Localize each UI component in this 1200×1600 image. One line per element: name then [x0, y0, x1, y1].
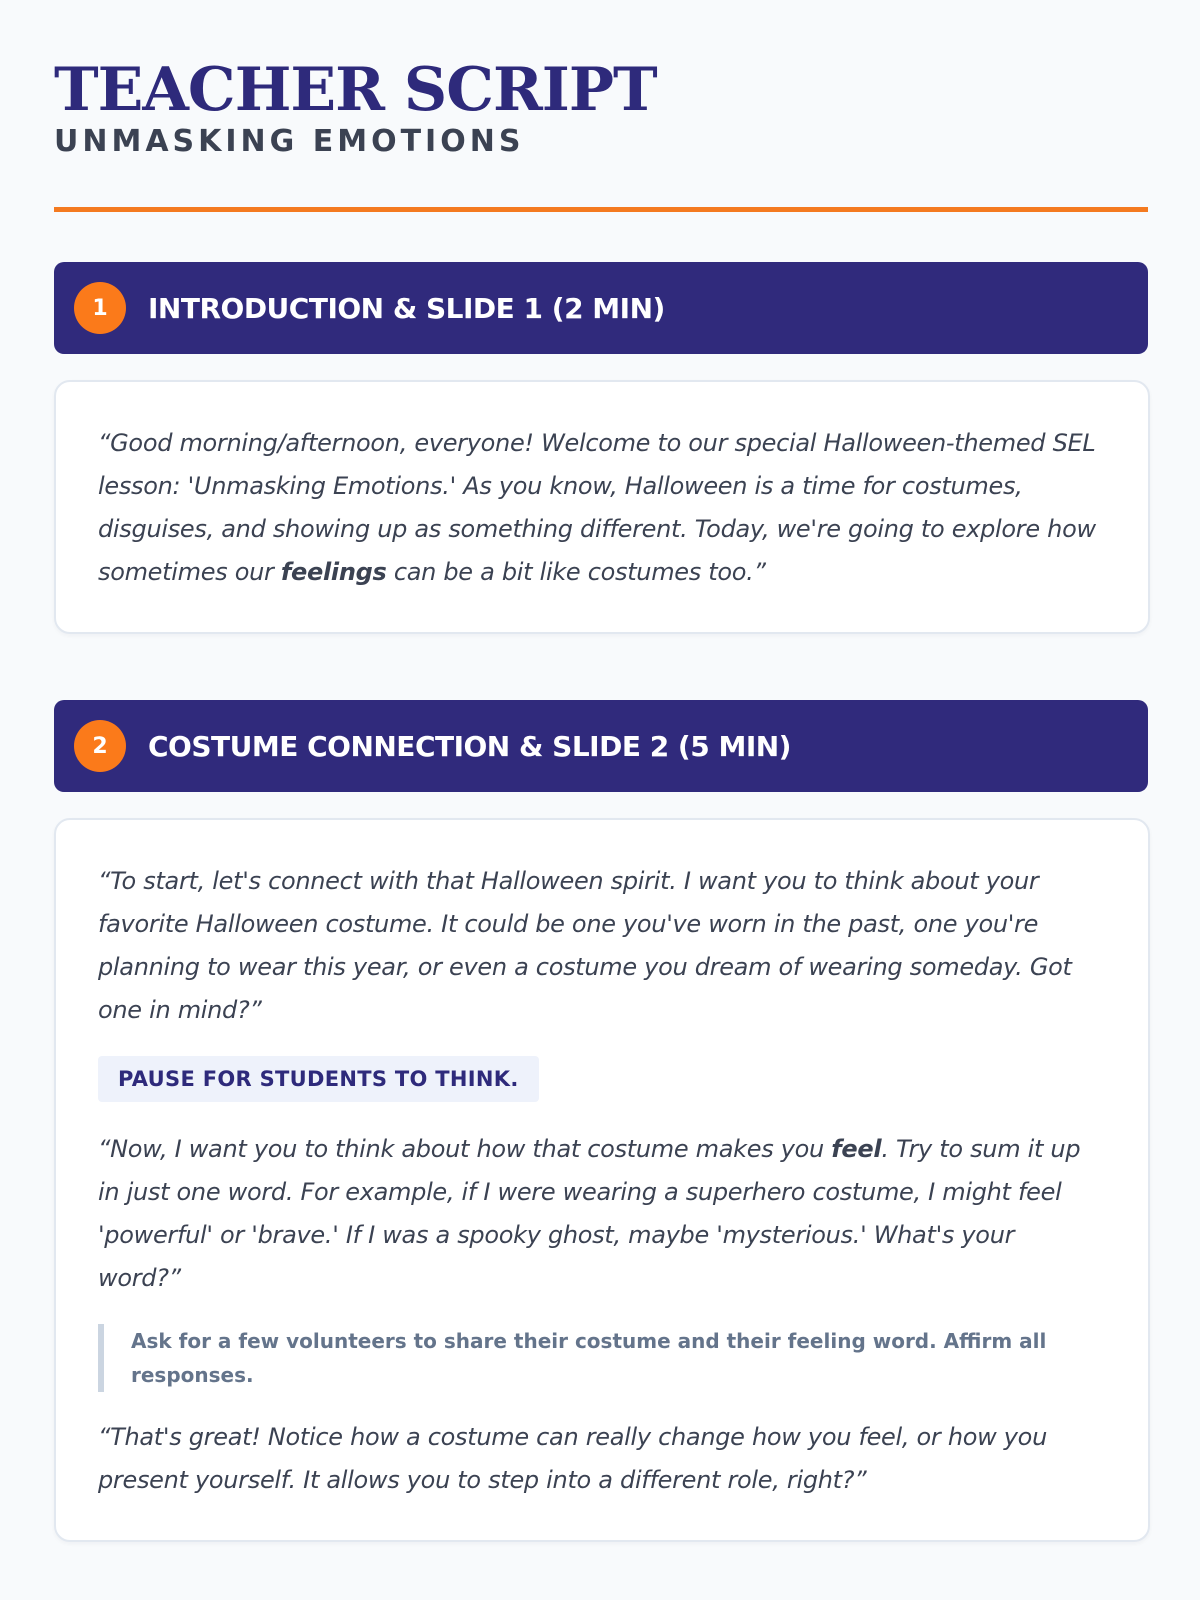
- section-1-header: [54, 262, 1148, 354]
- script-emphasis: feel: [831, 1135, 882, 1163]
- script-text: “Now, I want you to think about how that costume makes you: [98, 1135, 832, 1163]
- script-text: . Try to sum it up in just one word. For example, if I were wearing a superhero costume, I might feel 'powerful' or 'brave.' If I was a spooky ghost, maybe 'mysterious.' What's your word?”: [98, 1135, 1081, 1292]
- pause-instruction: PAUSE FOR STUDENTS TO THINK.: [98, 1056, 539, 1102]
- script-text: can be a bit like costumes too.”: [386, 558, 766, 586]
- header-divider: [54, 207, 1148, 212]
- section-1-card: [54, 380, 1150, 634]
- script-emphasis: feelings: [280, 558, 387, 586]
- section-2-title: COSTUME CONNECTION & SLIDE 2 (5 MIN): [148, 729, 791, 763]
- teacher-note: Ask for a few volunteers to share their costume and their feeling word. Affirm all responses.: [98, 1324, 1048, 1392]
- section-1-number-badge: 1: [74, 282, 126, 334]
- page-title: TEACHER SCRIPT: [54, 55, 657, 125]
- section-2-script-3: “That's great! Notice how a costume can really change how you feel, or how you present yourself. It allows you to step into a different role, right?”: [98, 1423, 1047, 1494]
- section-1-script: [98, 422, 1104, 594]
- section-2-number-badge: 2: [74, 720, 126, 772]
- section-1-title: INTRODUCTION & SLIDE 1 (2 MIN): [148, 291, 665, 325]
- section-2-card: [54, 818, 1150, 1542]
- section-2-script-1: “To start, let's connect with that Halloween spirit. I want you to think about your favorite Halloween costume. It could be one you've worn in the past, one you're planning to wear this year, or even a costume you dream of wearing someday. Got one in mind?”: [98, 867, 1072, 1024]
- section-2-script-2: [98, 1128, 1104, 1300]
- section-2-header: [54, 700, 1148, 792]
- page-subtitle: UNMASKING EMOTIONS: [54, 124, 525, 159]
- script-text: “Good morning/afternoon, everyone! Welcome to our special Halloween-themed SEL lesson: 'Unmasking Emotions.' As you know, Halloween is a time for costumes, disguises, and showing up as something different. Today, we're going to explore how sometimes our: [98, 429, 1096, 586]
